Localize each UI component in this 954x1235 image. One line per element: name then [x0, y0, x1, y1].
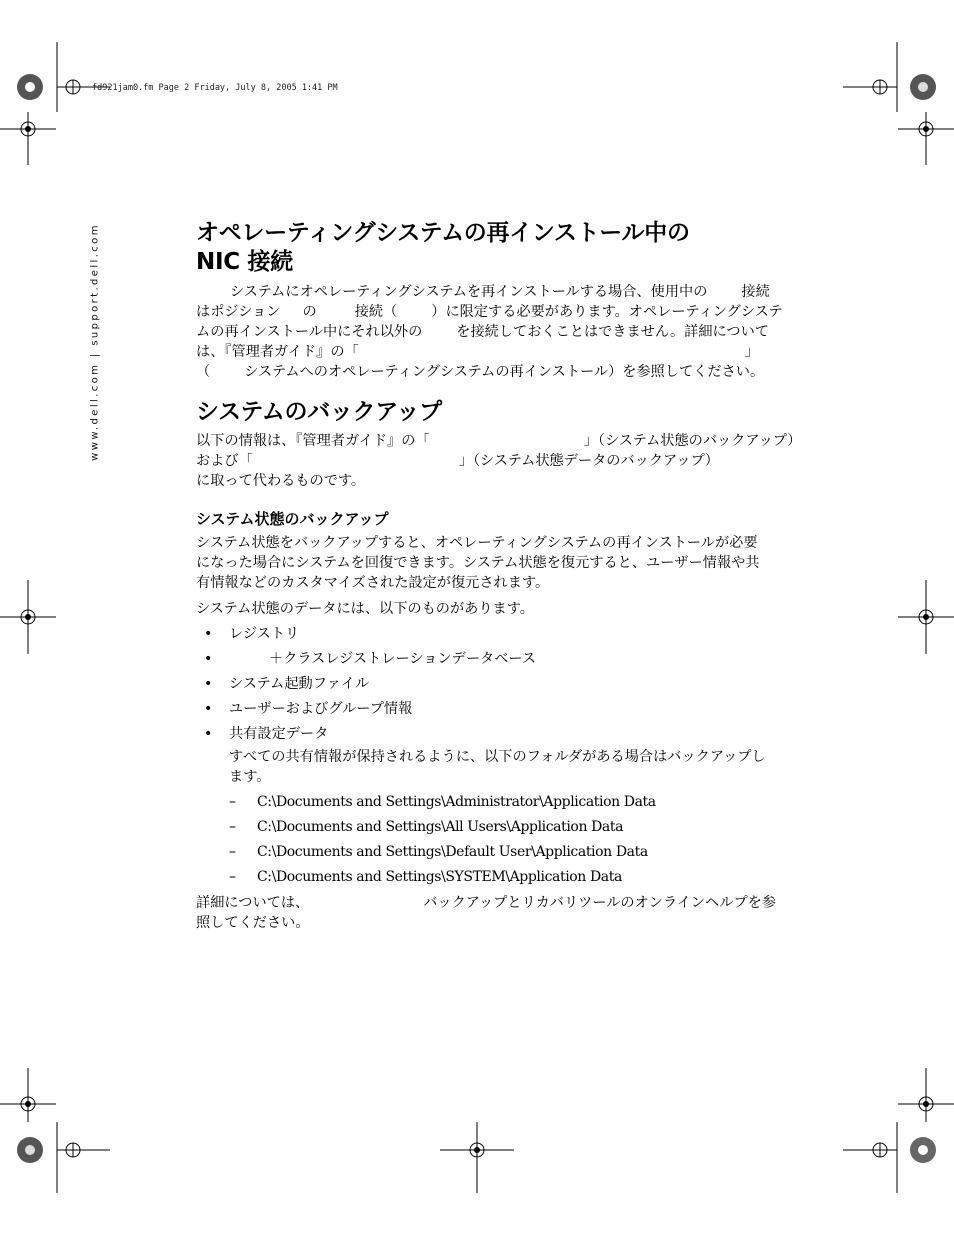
backup-paragraph: 以下の情報は、『管理者ガイド』の「 」（システム状態のバックアップ） および「 」（システム状態データのバックアップ） に取って代わるものです。: [196, 433, 802, 489]
folder-list: [196, 792, 816, 887]
list-item: – C:\Documents and Settings\SYSTEM\Application Data: [229, 869, 622, 885]
list-item: • ＋クラスレジストレーションデータベース: [204, 651, 537, 667]
section-title-backup: システムのバックアップ: [196, 399, 442, 425]
list-item: • システム起動ファイル: [204, 676, 370, 692]
list-item: • レジストリ: [204, 626, 300, 642]
system-state-data-intro: システム状態のデータには、以下のものがあります。: [196, 601, 534, 617]
list-item: • 共有設定データ: [204, 726, 329, 742]
system-state-list: [196, 624, 816, 744]
sidebar-url: www.dell.com | support.dell.com: [89, 223, 101, 461]
system-state-paragraph: システム状態をバックアップすると、オペレーティングシステムの再インストールが必要 になった場合にシステムを回復できます。システム状態を復元すると、ユーザー情報や共 有情報などのカスタマイズされた設定が復元されます。: [196, 535, 760, 591]
section-title-nic: オペレーティングシステムの再インストール中の NIC 接続: [196, 220, 690, 275]
nic-paragraph: システムにオペレーティングシステムを再インストールする場合、使用中の 接続 はポジション の 接続（ ）に限定する必要があります。オペレーティングシステ ムの再インストール中にそれ以外の を接続しておくことはできません。詳細について は、『管理者ガイド』の「 」 （ システムへのオペレーティングシステムの再インストール）を参照してください。: [196, 284, 783, 380]
list-item: – C:\Documents and Settings\Administrator\Application Data: [229, 794, 656, 810]
closing-paragraph: 詳細については、 バックアップとリカバリツールのオンラインヘルプを参 照してください。: [196, 895, 777, 931]
list-item: • ユーザーおよびグループ情報: [204, 701, 413, 717]
list-item: – C:\Documents and Settings\Default User\Application Data: [229, 844, 648, 860]
print-slug: fd921jam0.fm Page 2 Friday, July 8, 2005 1:41 PM: [92, 83, 338, 93]
subsection-title: システム状態のバックアップ: [196, 510, 389, 528]
page-content: [196, 219, 816, 933]
list-item: – C:\Documents and Settings\All Users\Application Data: [229, 819, 624, 835]
share-note: すべての共有情報が保持されるように、以下のフォルダがある場合はバックアップし ます。: [229, 749, 766, 785]
